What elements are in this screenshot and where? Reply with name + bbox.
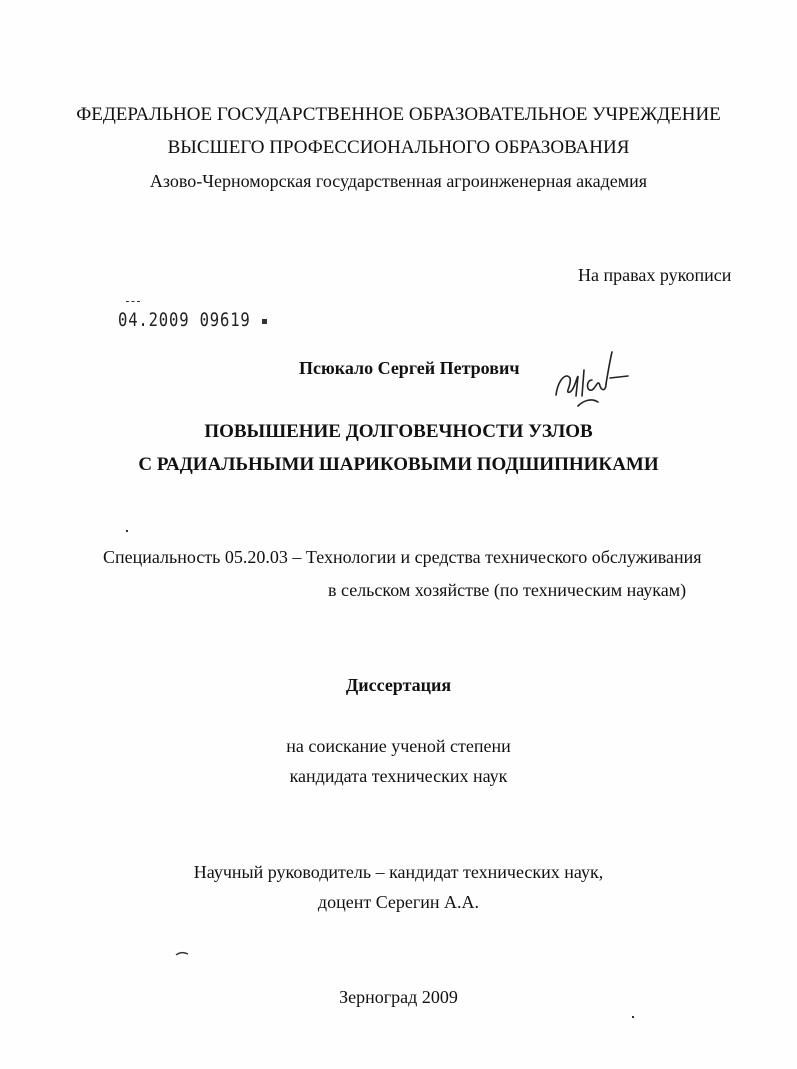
document-type: Диссертация <box>345 675 452 695</box>
stamp-mark <box>126 301 140 304</box>
stamp-dot <box>262 319 267 324</box>
specialty-line-2: в сельском хозяйстве (по техническим наукам) <box>328 580 687 600</box>
academy-name: Азово-Черноморская государственная агроинженерная академия <box>149 171 648 191</box>
speck <box>632 1016 634 1018</box>
registration-stamp: 04.2009 09619 <box>118 309 251 331</box>
specialty-line-1: Специальность 05.20.03 – Технологии и средства технического обслуживания <box>103 547 702 567</box>
title-line-2: С РАДИАЛЬНЫМИ ШАРИКОВЫМИ ПОДШИПНИКАМИ <box>138 454 659 475</box>
degree-line-1: на соискание ученой степени <box>286 736 511 756</box>
rights-note: На правах рукописи <box>578 265 732 285</box>
title-line-1: ПОВЫШЕНИЕ ДОЛГОВЕЧНОСТИ УЗЛОВ <box>204 421 593 442</box>
supervisor-line-1: Научный руководитель – кандидат технических наук, <box>193 862 604 882</box>
institution-line-1: ФЕДЕРАЛЬНОЕ ГОСУДАРСТВЕННОЕ ОБРАЗОВАТЕЛЬНОЕ УЧРЕЖДЕНИЕ <box>76 104 721 125</box>
place-year: Зерноград 2009 <box>339 987 458 1007</box>
pen-mark <box>174 950 190 958</box>
author-name: Псюкало Сергей Петрович <box>299 358 520 378</box>
supervisor-line-2: доцент Серегин А.А. <box>317 892 480 912</box>
degree-line-2: кандидата технических наук <box>289 766 508 786</box>
speck <box>126 530 128 532</box>
signature <box>548 350 638 420</box>
institution-line-2: ВЫСШЕГО ПРОФЕССИОНАЛЬНОГО ОБРАЗОВАНИЯ <box>167 137 630 158</box>
